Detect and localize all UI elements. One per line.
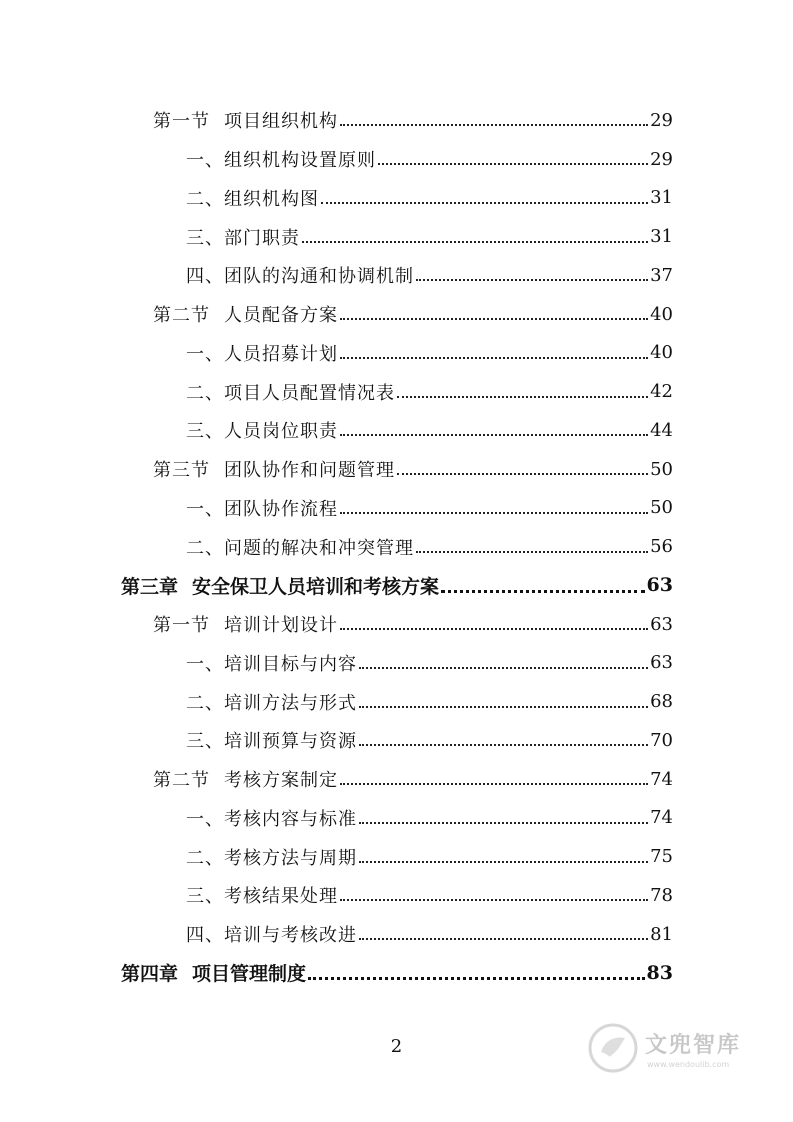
toc-entry-text: 考核方案制定 [224, 770, 338, 792]
toc-dot-leader [359, 705, 648, 708]
toc-entry-title [186, 650, 357, 676]
toc-entry[interactable] [0, 334, 793, 373]
toc-entry-text: 安全保卫人员培训和考核方案 [192, 575, 440, 598]
toc-entry-title [153, 301, 338, 327]
toc-dot-leader [340, 511, 648, 514]
toc-entry-label: 三、 [186, 421, 224, 443]
toc-entry-label: 第一节 [153, 111, 210, 133]
toc-entry-page: 50 [650, 497, 673, 519]
toc-entry-label: 二、 [186, 692, 224, 714]
toc-entry-page: 74 [650, 807, 673, 829]
toc-entry-label: 四、 [186, 266, 224, 288]
toc-entry-label: 一、 [186, 653, 224, 675]
toc-entry-page: 63 [650, 613, 673, 635]
toc-entry[interactable] [0, 295, 793, 334]
toc-entry-text: 团队协作流程 [224, 498, 338, 520]
toc-entry-title [186, 185, 319, 211]
toc-entry-label: 第三节 [153, 460, 210, 482]
toc-entry[interactable] [0, 799, 793, 838]
toc-entry-title [153, 766, 338, 792]
toc-entry-label: 一、 [186, 808, 224, 830]
toc-entry[interactable] [0, 256, 793, 295]
toc-entry[interactable] [0, 954, 793, 993]
toc-dot-leader [340, 317, 648, 320]
toc-entry-page: 50 [650, 458, 673, 480]
toc-entry-page: 78 [650, 884, 673, 906]
toc-dot-leader [416, 550, 648, 553]
toc-entry-label: 一、 [186, 150, 224, 172]
toc-entry-page: 31 [650, 187, 673, 209]
toc-dot-leader [378, 162, 648, 165]
toc-dot-leader [308, 976, 645, 980]
toc-entry[interactable] [0, 489, 793, 528]
toc-entry[interactable] [0, 450, 793, 489]
toc-entry-title [186, 224, 300, 250]
toc-entry-text: 考核方法与周期 [224, 847, 357, 869]
toc-entry-label: 二、 [186, 188, 224, 210]
toc-entry-page: 63 [646, 574, 673, 597]
toc-entry-text: 项目组织机构 [224, 111, 338, 133]
toc-entry-text: 团队的沟通和协调机制 [224, 266, 414, 288]
toc-entry[interactable] [0, 101, 793, 140]
toc-entry-title [186, 379, 395, 405]
page-number: 2 [390, 1036, 403, 1057]
toc-entry[interactable] [0, 527, 793, 566]
toc-entry-title [186, 262, 414, 288]
table-of-contents [0, 101, 793, 992]
toc-dot-leader [340, 782, 648, 785]
toc-entry[interactable] [0, 721, 793, 760]
toc-entry[interactable] [0, 372, 793, 411]
toc-entry-page: 63 [650, 652, 673, 674]
toc-entry-text: 人员岗位职责 [224, 421, 338, 443]
toc-entry[interactable] [0, 140, 793, 179]
toc-entry-text: 培训目标与内容 [224, 653, 357, 675]
toc-entry-page: 74 [650, 768, 673, 790]
toc-entry-text: 部门职责 [224, 227, 300, 249]
toc-entry-text: 考核结果处理 [224, 886, 338, 908]
toc-entry-title [186, 805, 357, 831]
toc-entry-label: 二、 [186, 537, 224, 559]
toc-entry-page: 75 [650, 846, 673, 868]
toc-entry-label: 一、 [186, 498, 224, 520]
toc-entry-page: 29 [650, 148, 673, 170]
toc-entry-text: 项目人员配置情况表 [224, 382, 395, 404]
toc-entry-title [153, 107, 338, 133]
toc-entry-label: 一、 [186, 343, 224, 365]
toc-entry[interactable] [0, 411, 793, 450]
toc-entry-page: 70 [650, 729, 673, 751]
wendou-logo-icon [587, 1022, 639, 1074]
toc-entry-text: 培训计划设计 [224, 615, 338, 637]
toc-dot-leader [340, 627, 648, 630]
watermark-url: www.wendoulib.com [647, 1059, 730, 1069]
toc-entry-text: 组织机构图 [224, 188, 319, 210]
toc-entry-title [186, 689, 357, 715]
toc-entry-title [153, 456, 395, 482]
toc-entry-label: 第二节 [153, 770, 210, 792]
toc-entry-title [186, 340, 338, 366]
toc-dot-leader [359, 860, 648, 863]
toc-entry-title [121, 572, 439, 599]
toc-entry[interactable] [0, 876, 793, 915]
toc-entry-text: 人员招募计划 [224, 343, 338, 365]
toc-entry[interactable] [0, 217, 793, 256]
toc-entry-label: 第一节 [153, 615, 210, 637]
toc-entry-text: 问题的解决和冲突管理 [224, 537, 414, 559]
toc-entry-text: 项目管理制度 [192, 963, 307, 986]
toc-entry-text: 团队协作和问题管理 [224, 460, 395, 482]
toc-entry-text: 培训方法与形式 [224, 692, 357, 714]
toc-entry-title [186, 495, 338, 521]
toc-entry-page: 31 [650, 226, 673, 248]
toc-dot-leader [441, 589, 645, 593]
toc-entry-page: 83 [646, 961, 673, 984]
toc-entry-title [186, 882, 338, 908]
toc-entry-text: 考核内容与标准 [224, 808, 357, 830]
toc-entry[interactable] [0, 682, 793, 721]
toc-entry[interactable] [0, 179, 793, 218]
toc-dot-leader [359, 666, 648, 669]
toc-entry-page: 81 [650, 923, 673, 945]
toc-entry[interactable] [0, 605, 793, 644]
toc-entry-page: 56 [650, 536, 673, 558]
toc-dot-leader [397, 472, 648, 475]
toc-entry-text: 培训与考核改进 [224, 925, 357, 947]
toc-entry-label: 三、 [186, 731, 224, 753]
toc-entry[interactable] [0, 760, 793, 799]
toc-entry[interactable] [0, 837, 793, 876]
toc-entry-label: 四、 [186, 925, 224, 947]
toc-dot-leader [302, 240, 648, 243]
toc-entry-page: 68 [650, 691, 673, 713]
toc-entry-text: 组织机构设置原则 [224, 150, 376, 172]
toc-entry-label: 三、 [186, 227, 224, 249]
toc-entry[interactable] [0, 566, 793, 605]
toc-entry-title [186, 844, 357, 870]
toc-dot-leader [397, 395, 648, 398]
toc-dot-leader [416, 278, 648, 281]
toc-entry-page: 37 [650, 264, 673, 286]
toc-dot-leader [359, 821, 648, 824]
toc-entry-title [186, 146, 376, 172]
toc-entry[interactable] [0, 644, 793, 683]
toc-entry-title [153, 611, 338, 637]
toc-entry-label: 第三章 [121, 575, 179, 598]
toc-entry-page: 40 [650, 303, 673, 325]
toc-entry-title [186, 727, 357, 753]
toc-dot-leader [359, 937, 648, 940]
toc-entry-title [186, 417, 338, 443]
toc-entry-label: 三、 [186, 886, 224, 908]
watermark-name: 文兜智库 [645, 1032, 742, 1058]
toc-entry-label: 第四章 [121, 963, 179, 986]
toc-dot-leader [340, 123, 648, 126]
toc-entry-title [186, 921, 357, 947]
toc-dot-leader [321, 201, 648, 204]
toc-entry-page: 40 [650, 342, 673, 364]
toc-entry-page: 42 [650, 381, 673, 403]
toc-entry-text: 人员配备方案 [224, 305, 338, 327]
toc-dot-leader [359, 743, 648, 746]
toc-entry-title [186, 534, 414, 560]
toc-dot-leader [340, 356, 648, 359]
toc-entry-title [121, 959, 306, 986]
toc-dot-leader [340, 433, 648, 436]
toc-entry-label: 二、 [186, 382, 224, 404]
toc-entry[interactable] [0, 915, 793, 954]
toc-entry-label: 第二节 [153, 305, 210, 327]
toc-dot-leader [340, 898, 648, 901]
toc-entry-label: 二、 [186, 847, 224, 869]
toc-entry-text: 培训预算与资源 [224, 731, 357, 753]
toc-entry-page: 29 [650, 109, 673, 131]
watermark [587, 1018, 777, 1078]
toc-entry-page: 44 [650, 419, 673, 441]
